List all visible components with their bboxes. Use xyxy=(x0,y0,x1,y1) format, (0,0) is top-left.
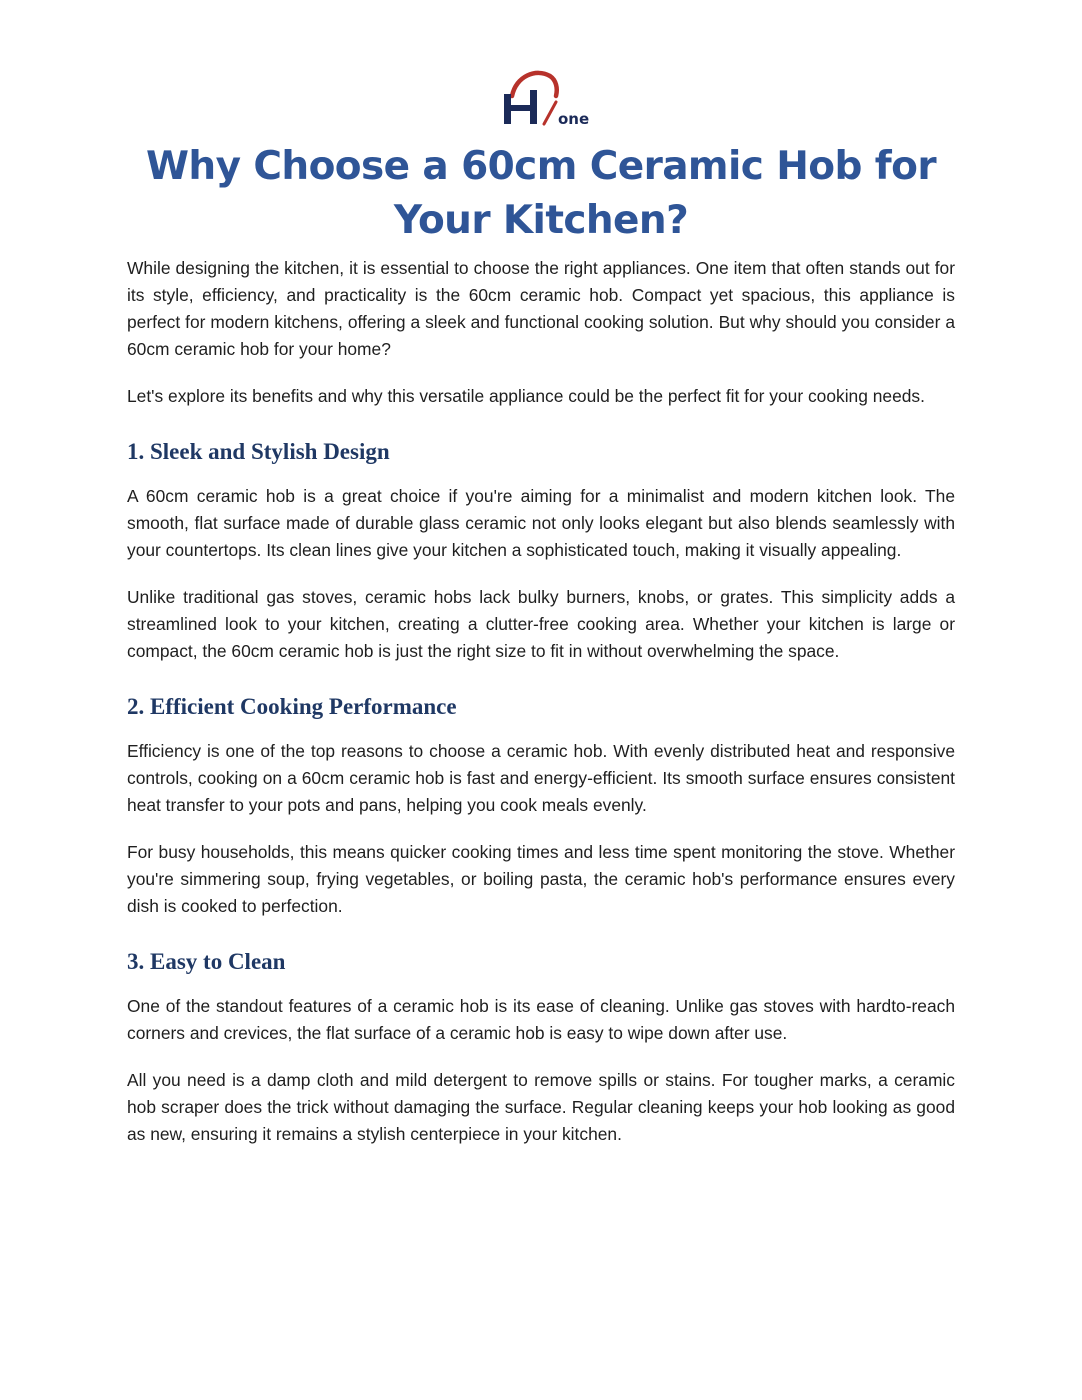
section-heading: 3. Easy to Clean xyxy=(127,949,286,974)
logo-h-crossbar xyxy=(504,105,534,111)
logo-one-stem xyxy=(530,90,537,124)
section-paragraph: A 60cm ceramic hob is a great choice if you're aiming for a minimalist and modern kitchen look. The smooth, flat surface made of durable glass ceramic not only looks elegant but also blends seamlessly with your countertops. Its clean lines give your kitchen a sophisticated touch, making it visually appealing. xyxy=(127,486,955,560)
section-heading: 1. Sleek and Stylish Design xyxy=(127,439,390,464)
intro-paragraph: Let's explore its benefits and why this versatile appliance could be the perfect fit for your cooking needs. xyxy=(127,386,925,406)
intro-paragraph: While designing the kitchen, it is essential to choose the right appliances. One item that often stands out for its style, efficiency, and practicality is the 60cm ceramic hob. Compact yet spacious, this appliance is perfect for modern kitchens, offering a sleek and functional cooking solution. But why should you consider a 60cm ceramic hob for your home? xyxy=(127,258,955,359)
section-paragraph: All you need is a damp cloth and mild detergent to remove spills or stains. For tougher marks, a ceramic hob scraper does the trick without damaging the surface. Regular cleaning keeps your hob looking as good as new, ensuring it remains a stylish centerpiece in your kitchen. xyxy=(127,1070,955,1144)
article-body xyxy=(127,255,955,1168)
section-paragraph: Unlike traditional gas stoves, ceramic hobs lack bulky burners, knobs, or grates. This simplicity adds a streamlined look to your kitchen, creating a clutter-free cooking area. Whether your kitchen is large or compact, the 60cm ceramic hob is just the right size to fit in without overwhelming the space. xyxy=(127,587,955,661)
section-paragraph: Efficiency is one of the top reasons to choose a ceramic hob. With evenly distributed heat and responsive controls, cooking on a 60cm ceramic hob is fast and energy-efficient. Its smooth surface ensures consistent heat transfer to your pots and pans, helping you cook meals evenly. xyxy=(127,741,955,815)
page-title: Why Choose a 60cm Ceramic Hob for Your Kitchen? xyxy=(146,144,936,243)
section-paragraph: One of the standout features of a ceramic hob is its ease of cleaning. Unlike gas stoves with hardto-reach corners and crevices, the flat surface of a ceramic hob is easy to wipe down after use. xyxy=(127,996,955,1043)
section-heading: 2. Efficient Cooking Performance xyxy=(127,694,457,719)
section-paragraph: For busy households, this means quicker cooking times and less time spent monitoring the stove. Whether you're simmering soup, frying vegetables, or boiling pasta, the ceramic hob's performance ensures every dish is cooked to perfection. xyxy=(127,842,955,916)
logo-wordmark: one xyxy=(558,110,590,128)
logo-slash xyxy=(544,102,556,124)
brand-logo xyxy=(498,66,604,130)
